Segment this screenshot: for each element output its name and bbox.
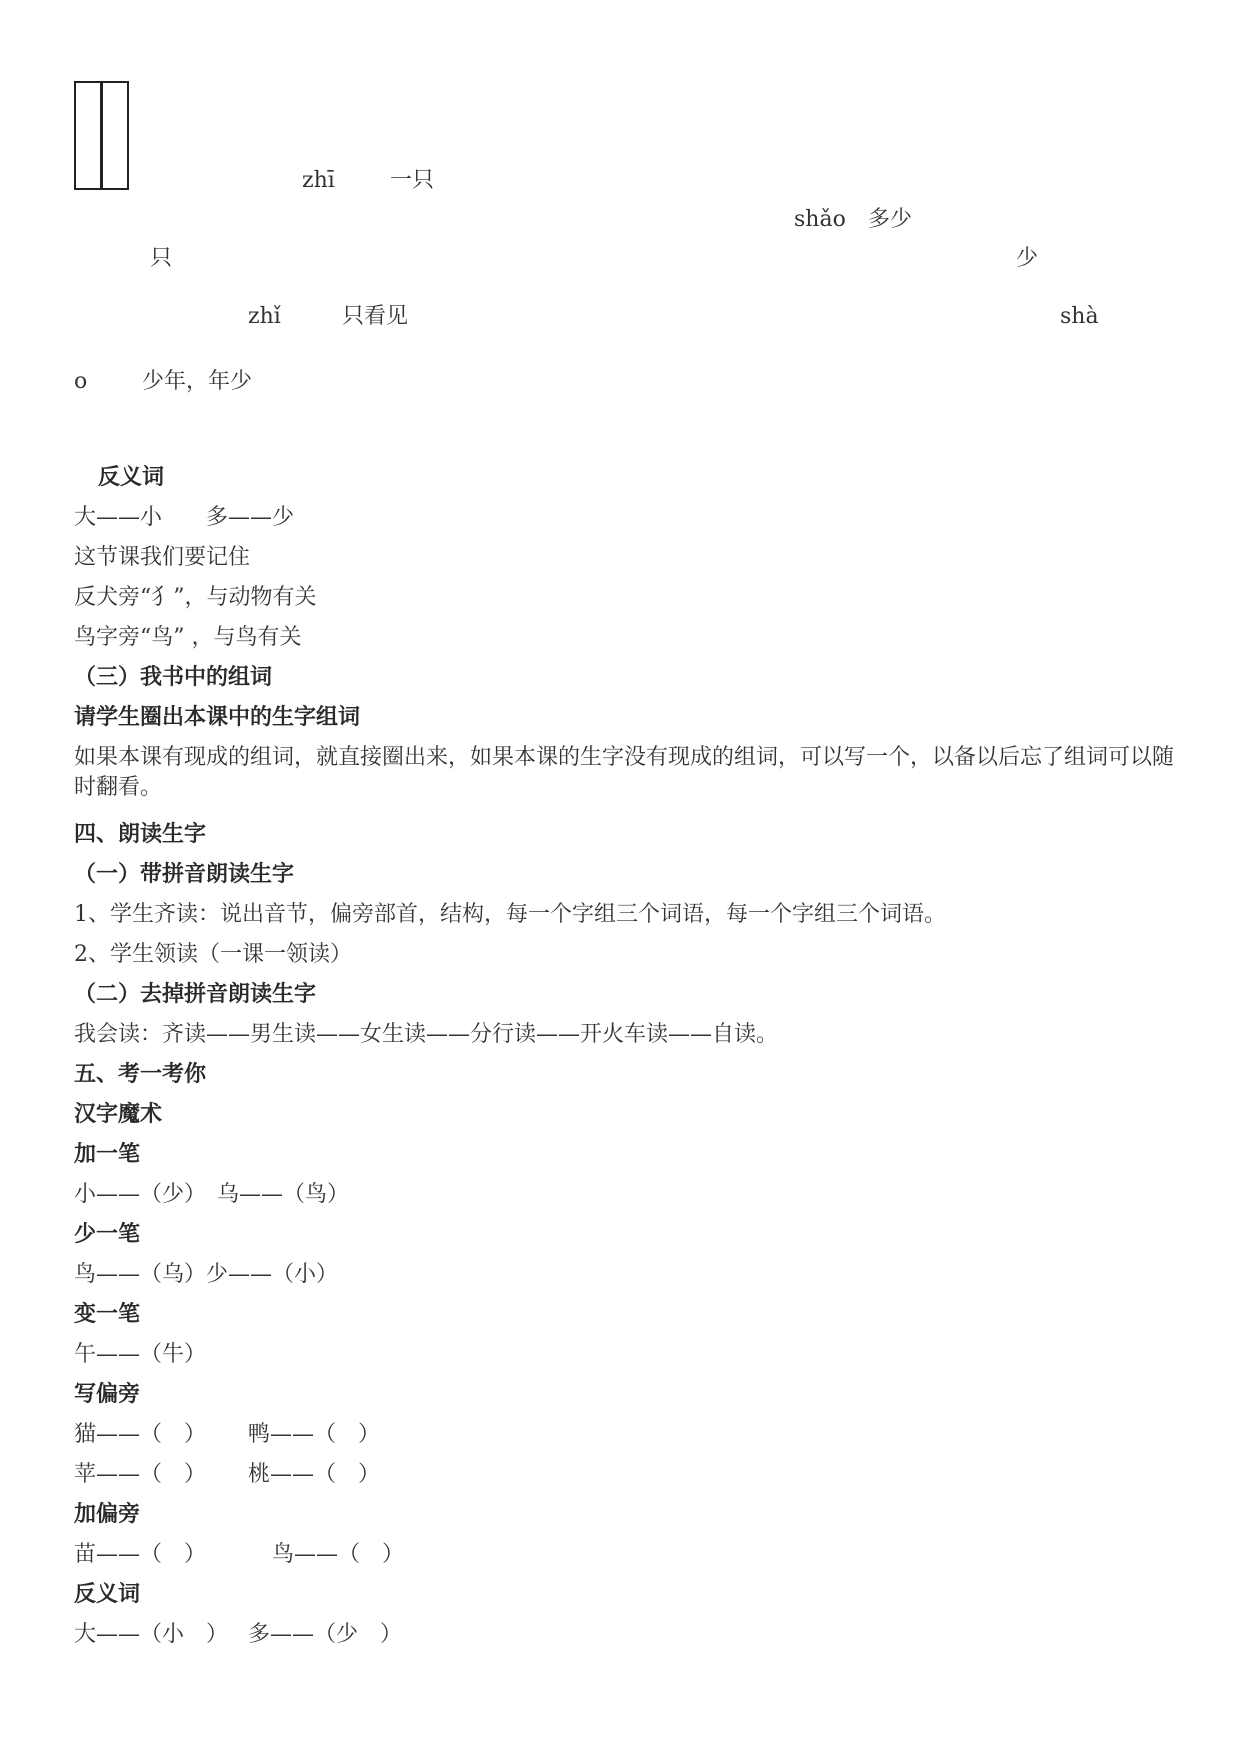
antonym-line-b: 多——（少 ）: [248, 1622, 403, 1647]
remove-stroke-line: 鸟——（乌）少——（小）: [74, 1262, 339, 1287]
write-line2-b: 桃——（ ）: [248, 1462, 381, 1487]
pinyin-zhi-2: zhǐ: [248, 304, 281, 329]
add-radical-a: 苗——（ ）: [74, 1542, 207, 1567]
section3-heading: （三）我书中的组词: [74, 665, 273, 690]
pinyin-zhi-1: zhī: [302, 168, 335, 193]
pinyin-shao-1: shǎo: [794, 207, 846, 232]
antonym-line-a: 大——（小 ）: [74, 1622, 229, 1647]
change-stroke-line: 午——（牛）: [74, 1342, 207, 1367]
add-stroke-line: 小——（少） 乌——（鸟）: [74, 1182, 350, 1207]
remember-intro: 这节课我们要记住: [74, 545, 251, 570]
write-line1-a: 猫——（ ）: [74, 1422, 207, 1447]
add-radical-b: 鸟——（ ）: [272, 1542, 405, 1567]
niao-radical-note: 鸟字旁“鸟” ，与鸟有关: [74, 625, 302, 650]
section4-item2: 2、学生领读（一课一领读）: [74, 942, 352, 967]
section4-sub2: （二）去掉拼音朗读生字: [74, 982, 317, 1007]
word-duoshao: 多少: [868, 207, 913, 232]
tian-box-right: [101, 81, 129, 190]
write-radical-heading: 写偏旁: [74, 1382, 141, 1407]
magic-heading: 汉字魔术: [74, 1102, 163, 1127]
quan-radical-note: 反犬旁“犭”，与动物有关: [74, 585, 317, 610]
pinyin-shao-2-tail: o: [74, 369, 88, 394]
section4-item1: 1、学生齐读：说出音节，偏旁部首，结构，每一个字组三个词语，每一个字组三个词语。: [74, 902, 947, 927]
antonyms-pairs: 大——小 多——少: [74, 505, 295, 530]
tian-box-left: [74, 81, 102, 190]
section4-sub1: （一）带拼音朗读生字: [74, 862, 295, 887]
word-shaonian: 少年，年少: [142, 369, 253, 394]
char-shao: 少: [1016, 246, 1039, 271]
write-line1-b: 鸭——（ ）: [248, 1422, 381, 1447]
change-stroke-heading: 变一笔: [74, 1302, 141, 1327]
word-zhikanjian: 只看见: [342, 304, 409, 329]
section5-heading: 五、考一考你: [74, 1062, 207, 1087]
section3-paragraph: 如果本课有现成的组词，就直接圈出来，如果本课的生字没有现成的组词，可以写一个，以备以后忘了组词可以随时翻看。: [74, 745, 1175, 800]
antonym-heading-2: 反义词: [74, 1582, 141, 1607]
section3-instruction: 请学生圈出本课中的生字组词: [74, 705, 361, 730]
section4-heading: 四、朗读生字: [74, 822, 207, 847]
add-radical-heading: 加偏旁: [74, 1502, 141, 1527]
section4-item3: 我会读：齐读——男生读——女生读——分行读——开火车读——自读。: [74, 1022, 779, 1047]
write-line2-a: 苹——（ ）: [74, 1462, 207, 1487]
char-zhi: 只: [150, 246, 173, 271]
add-stroke-heading: 加一笔: [74, 1142, 141, 1167]
pinyin-shao-2: shà: [1060, 304, 1099, 329]
antonyms-heading: 反义词: [98, 465, 165, 490]
remove-stroke-heading: 少一笔: [74, 1222, 141, 1247]
word-yizhi: 一只: [390, 168, 435, 193]
